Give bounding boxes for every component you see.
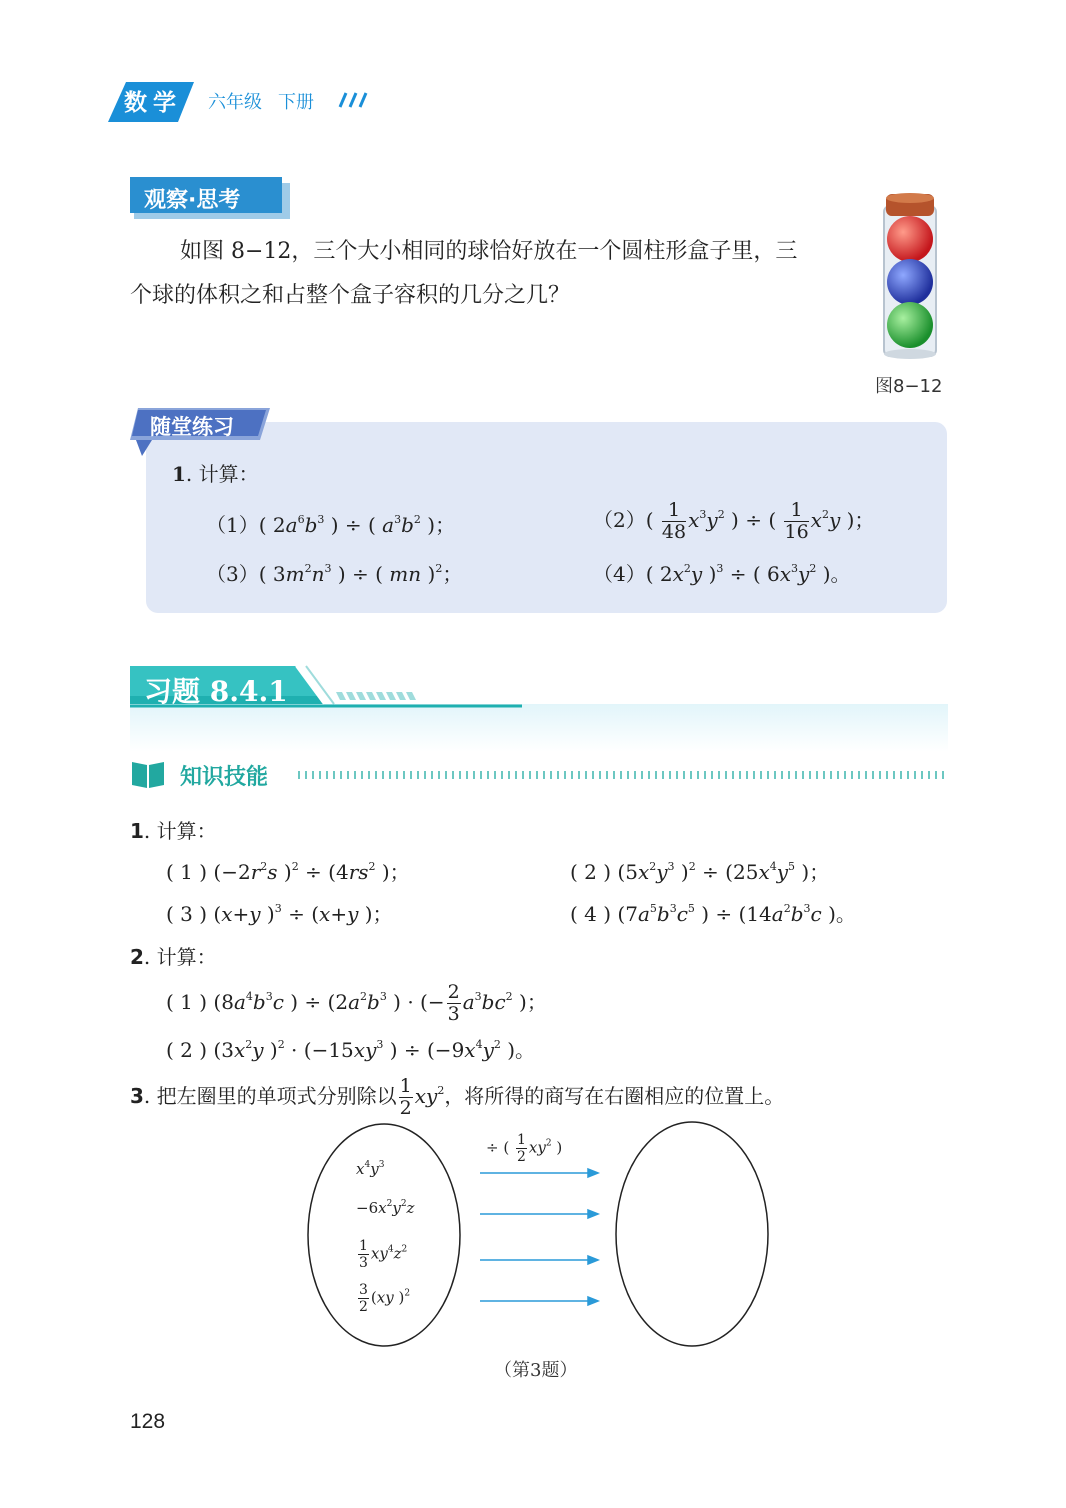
- q3-mono-3: $\frac{1}{3}$ $xy^4z^2$: [359, 1238, 408, 1271]
- exercise-q3-text-after: ，将所得的商写在右圈相应的位置上。: [444, 1084, 785, 1108]
- exercise-q2: 2. 计算：: [130, 945, 217, 969]
- exercise-q1-item-4: ( 4 ) ($7a^5b^3c^5$ ) ÷ ($14a^2b^3c$ )。: [570, 902, 856, 926]
- practice-title: 随堂练习: [150, 415, 234, 439]
- exercise-q1-item-2: ( 2 ) ($5x^2y^3$ )$^2 \div (25x^4y^5$ )；: [570, 860, 830, 884]
- page-number: 128: [130, 1410, 166, 1433]
- header-volume: 下册: [278, 92, 314, 113]
- q3-mono-4: $\frac{3}{2}$ (xy )$^2$: [359, 1282, 411, 1315]
- exercise-q1-num: 1: [130, 819, 144, 843]
- header-subject: 数学: [124, 90, 182, 116]
- exercise-title: 习题 8.4.1: [144, 675, 288, 708]
- exercise-q1-item-1: ( 1 ) ($-2r^2s$ )$^2 \div (4rs^2$ )；: [166, 860, 410, 884]
- exercise-q1-text: 计算：: [156, 819, 217, 843]
- observe-title: 观察·思考: [144, 188, 241, 213]
- exercise-q2-text: 计算：: [156, 945, 217, 969]
- exercise-q2-item-2: ( 2 ) ($3x^2y$ )$^2 \cdot (-15xy^3$ ) ÷ ($-9x^4y^2$ )。: [166, 1038, 536, 1062]
- practice-item-3: （3）( $3m^2n^3$ ) ÷ ( mn )$^2$；: [206, 562, 463, 586]
- header-grade: 六年级: [208, 92, 262, 113]
- q3-caption: （第3题）: [494, 1360, 578, 1381]
- exercise-q2-item-1: ( 1 ) ($8a^4b^3c$ ) ÷ ($2a^2b^3$ ) · (− $\frac{2}{3}$ $a^3bc^2$ )；: [166, 981, 547, 1025]
- q3-mono-2: $-6x^2y^2z$: [356, 1199, 415, 1217]
- figure-caption: 图8−12: [875, 376, 943, 397]
- q3-mono-1: $x^4y^3$: [356, 1160, 385, 1178]
- cylinder-balls-figure: [872, 192, 948, 364]
- section-divider: [298, 771, 948, 779]
- practice-q1-text: 计算：: [198, 462, 259, 486]
- exercise-q1: 1. 计算：: [130, 819, 217, 843]
- header-grade-volume: [208, 88, 330, 114]
- practice-item-4: （4）( $2x^2y$ )$^3$ ÷ ( $6x^3y^2$ )。: [593, 562, 851, 586]
- practice-q1-num: 1: [172, 462, 186, 486]
- exercise-q2-num: 2: [130, 945, 144, 969]
- observe-text-line2: 个球的体积之和占整个盒子容积的几分之几？: [130, 283, 571, 308]
- section-knowledge: 知识技能: [180, 765, 269, 790]
- practice-item-1: （1）( $2a^6b^3$ ) ÷ ( $a^3b^2$ )；: [206, 513, 456, 537]
- book-icon: [130, 758, 166, 790]
- practice-item-2: （2）( $\frac{1}{48}$ $x^3y^2$ ) ÷ ( $\frac{1}{16}$ $x^2y$ )；: [593, 499, 875, 543]
- exercise-q3-text-before: 把左圈里的单项式分别除以: [156, 1084, 397, 1108]
- exercise-q3-num: 3: [130, 1084, 144, 1108]
- q3-arrow-label: ÷ ( $\frac{1}{2}$ $xy^2$ ): [486, 1132, 563, 1165]
- right-ellipse: [616, 1122, 768, 1346]
- observe-text-line1: 如图 8−12，三个大小相同的球恰好放在一个圆柱形盒子里，三: [180, 239, 798, 264]
- header-slash-icon: [334, 92, 368, 108]
- exercise-q3: 3. 把左圈里的单项式分别除以 $\frac{1}{2}$ $xy^2$，将所得的商写在右圈相应的位置上。: [130, 1075, 785, 1119]
- practice-q1: 1. 计算：: [172, 462, 259, 486]
- exercise-q1-item-3: ( 3 ) (x+y )$^3$ ÷ (x+y )；: [166, 902, 393, 926]
